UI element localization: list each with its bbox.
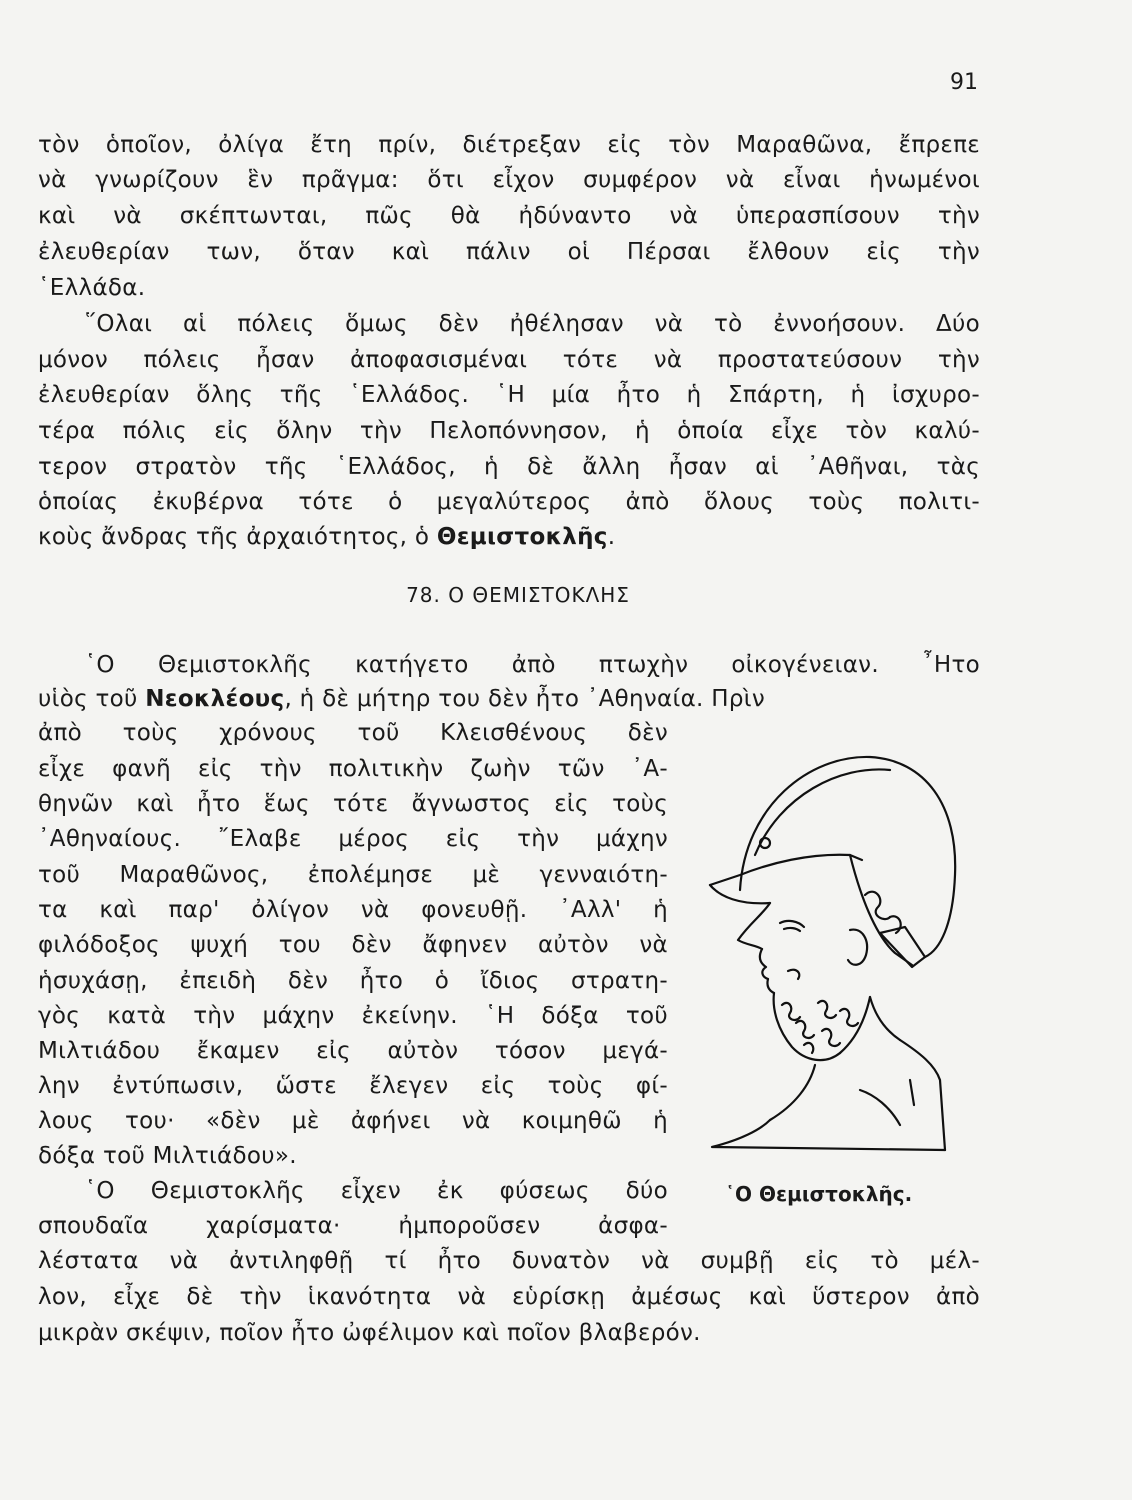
line-text: εἶχε φανῆ εἰς τὴν πολιτικὴν ζωὴν τῶν ᾿Α- [38, 756, 668, 782]
line-text: λον, εἶχε δὲ τὴν ἱκανότητα νὰ εὑρίσκῃ ἀμέσως καὶ ὕστερον ἀπὸ [38, 1284, 980, 1310]
line-text: μόνον πόλεις ἦσαν ἀποφασισμέναι τότε νὰ προστατεύσουν τὴν [38, 347, 980, 373]
text-line [38, 522, 615, 552]
line-text: τοῦ Μαραθῶνος, ἐπολέμησε μὲ γενναιότη- [38, 862, 668, 888]
line-text: λέστατα νὰ ἀντιληφθῇ τί ἦτο δυνατὸν νὰ συμβῇ εἰς τὸ μέλ- [38, 1248, 980, 1274]
text-line [38, 754, 668, 784]
text-line [38, 309, 980, 339]
line-text: λην ἐντύπωσιν, ὥστε ἔλεγεν εἰς τοὺς φί- [38, 1073, 668, 1099]
text-line [38, 452, 980, 482]
line-text: ῞Ολαι αἱ πόλεις ὅμως δὲν ἠθέλησαν νὰ τὸ ἐννοήσουν. Δύο [38, 311, 980, 337]
line-text: σπουδαῖα χαρίσματα· ἠμποροῦσεν ἀσφα- [38, 1213, 668, 1239]
text-line [38, 1106, 668, 1136]
line-text: φιλόδοξος ψυχή του δὲν ἄφηνεν αὐτὸν νὰ [38, 932, 668, 958]
text-line [38, 650, 980, 680]
line-text: ἐλευθερίαν των, ὅταν καὶ πάλιν οἱ Πέρσαι ἔλθουν εἰς τὴν [38, 239, 980, 265]
line-text: τὸν ὁποῖον, ὀλίγα ἔτη πρίν, διέτρεξαν εἰς τὸν Μαραθῶνα, ἔπρεπε [38, 132, 980, 158]
text-line [38, 416, 980, 446]
line-text: ἀπὸ τοὺς χρόνους τοῦ Κλεισθένους δὲν [38, 720, 668, 746]
line-text: ἡσυχάσῃ, ἐπειδὴ δὲν ἦτο ὁ ἴδιος στρατη- [38, 968, 668, 994]
line-text: υἱὸς τοῦ [38, 686, 146, 712]
text-line [38, 895, 668, 925]
text-line [38, 1141, 297, 1171]
text-line [38, 273, 145, 303]
line-text: Μιλτιάδου ἔκαμεν εἰς αὐτὸν τόσον μεγά- [38, 1038, 668, 1064]
line-text: θηνῶν καὶ ἦτο ἕως τότε ἄγνωστος εἰς τοὺς [38, 791, 668, 817]
bold-name: Νεοκλέους [145, 686, 285, 712]
text-line [38, 165, 980, 195]
line-text: ῾Ο Θεμιστοκλῆς εἶχεν ἐκ φύσεως δύο [38, 1178, 668, 1204]
line-text-after: . [607, 524, 616, 550]
line-text: τέρα πόλις εἰς ὅλην τὴν Πελοπόννησον, ἡ ὁποία εἶχε τὸν καλύ- [38, 418, 980, 444]
line-text: νὰ γνωρίζουν ἓν πρᾶγμα: ὅτι εἶχον συμφέρον νὰ εἶναι ἡνωμένοι [38, 167, 980, 193]
line-text: ᾿Αθηναίους. ῎Ελαβε μέρος εἰς τὴν μάχην [38, 826, 668, 852]
line-text: λους του· «δὲν μὲ ἀφήνει νὰ κοιμηθῶ ἡ [38, 1108, 668, 1134]
section-heading: 78. Ο ΘΕΜΙΣΤΟΚΛΗΣ [406, 583, 630, 607]
line-text: καὶ νὰ σκέπτωνται, πῶς θὰ ἠδύναντο νὰ ὑπερασπίσουν τὴν [38, 203, 980, 229]
text-line [38, 380, 980, 410]
line-text: μικρὰν σκέψιν, ποῖον ἦτο ὠφέλιμον καὶ ποῖον βλαβερόν. [38, 1320, 701, 1346]
text-line [38, 718, 668, 748]
text-line [38, 1246, 980, 1276]
line-text: κοὺς ἄνδρας τῆς ἀρχαιότητος, ὁ [38, 524, 437, 550]
text-line [38, 201, 980, 231]
line-text: τα καὶ παρ' ὀλίγον νὰ φονευθῇ. ᾿Αλλ' ἡ [38, 897, 668, 923]
line-text: γὸς κατὰ τὴν μάχην ἐκείνην. ῾Η δόξα τοῦ [38, 1003, 668, 1029]
text-line [38, 487, 980, 517]
text-line [38, 1001, 668, 1031]
line-text: ὁποίας ἐκυβέρνα τότε ὁ μεγαλύτερος ἀπὸ ὅλους τοὺς πολιτι- [38, 489, 980, 515]
text-line [38, 1176, 668, 1206]
themistocles-bust-illustration [700, 735, 960, 1165]
line-text: ἐλευθερίαν ὅλης τῆς ῾Ελλάδος. ῾Η μία ἦτο ἡ Σπάρτη, ἡ ἰσχυρο- [38, 382, 980, 408]
text-line [38, 824, 668, 854]
text-line [38, 789, 668, 819]
line-text: τερον στρατὸν τῆς ῾Ελλάδος, ἡ δὲ ἄλλη ἦσαν αἱ ᾿Αθῆναι, τὰς [38, 454, 980, 480]
page-number: 91 [950, 70, 978, 95]
line-text: δόξα τοῦ Μιλτιάδου». [38, 1143, 297, 1169]
text-line [38, 130, 980, 160]
text-line [38, 237, 980, 267]
line-text: ῾Ο Θεμιστοκλῆς κατήγετο ἀπὸ πτωχὴν οἰκογένειαν. ῏Ητο [38, 652, 980, 678]
text-line [38, 930, 668, 960]
text-line [38, 1036, 668, 1066]
text-line [38, 1211, 668, 1241]
text-line [38, 1071, 668, 1101]
text-line [38, 1282, 980, 1312]
line-text: ῾Ελλάδα. [38, 275, 146, 301]
text-line [38, 345, 980, 375]
text-line [38, 966, 668, 996]
text-line [38, 684, 765, 714]
portrait-caption: ῾Ο Θεμιστοκλῆς. [725, 1182, 913, 1206]
bold-name: Θεμιστοκλῆς [436, 524, 608, 550]
line-text-after: , ἡ δὲ μήτηρ του δὲν ἦτο ᾿Αθηναία. Πρὶν [284, 686, 765, 712]
text-line [38, 1318, 701, 1348]
text-line [38, 860, 668, 890]
